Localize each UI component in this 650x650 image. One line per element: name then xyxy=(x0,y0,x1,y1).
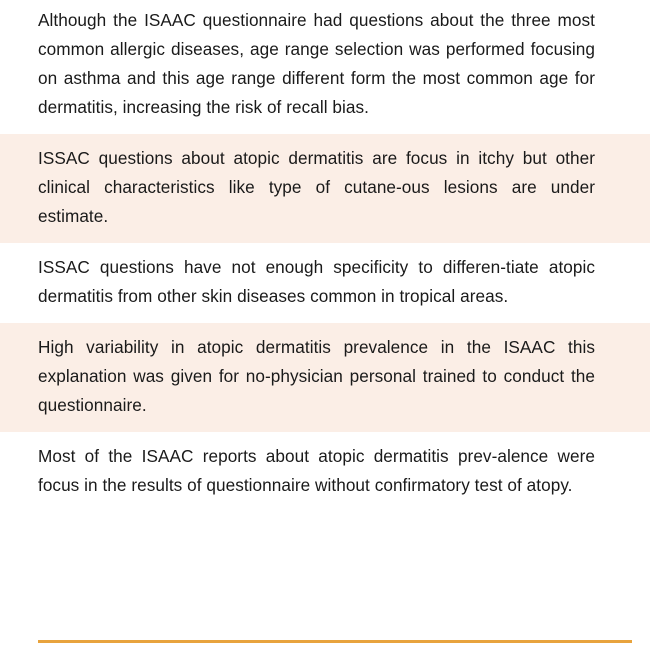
paragraph-text: High variability in atopic dermatitis prevalence in the ISAAC this explanation was given for no-physician personal trained to conduct the questionnaire. xyxy=(38,337,595,415)
list-item xyxy=(0,0,650,134)
paragraph-text: Although the ISAAC questionnaire had questions about the three most common allergic diseases, age range selection was performed focusing on asthma and this age range different form the most common age for dermatitis, increasing the risk of recall bias. xyxy=(38,10,595,117)
list-item xyxy=(0,134,650,243)
paragraph-text: Most of the ISAAC reports about atopic dermatitis prev-alence were focus in the results of questionnaire without confirmatory test of atopy. xyxy=(38,446,595,495)
list-item xyxy=(0,432,650,512)
list-item xyxy=(0,323,650,432)
list-item xyxy=(0,243,650,323)
paragraph-text: ISSAC questions about atopic dermatitis are focus in itchy but other clinical characteristics like type of cutane-ous lesions are under estimate. xyxy=(38,148,595,226)
paragraph-text: ISSAC questions have not enough specificity to differen-tiate atopic dermatitis from other skin diseases common in tropical areas. xyxy=(38,257,595,306)
bottom-accent-divider xyxy=(38,640,632,643)
